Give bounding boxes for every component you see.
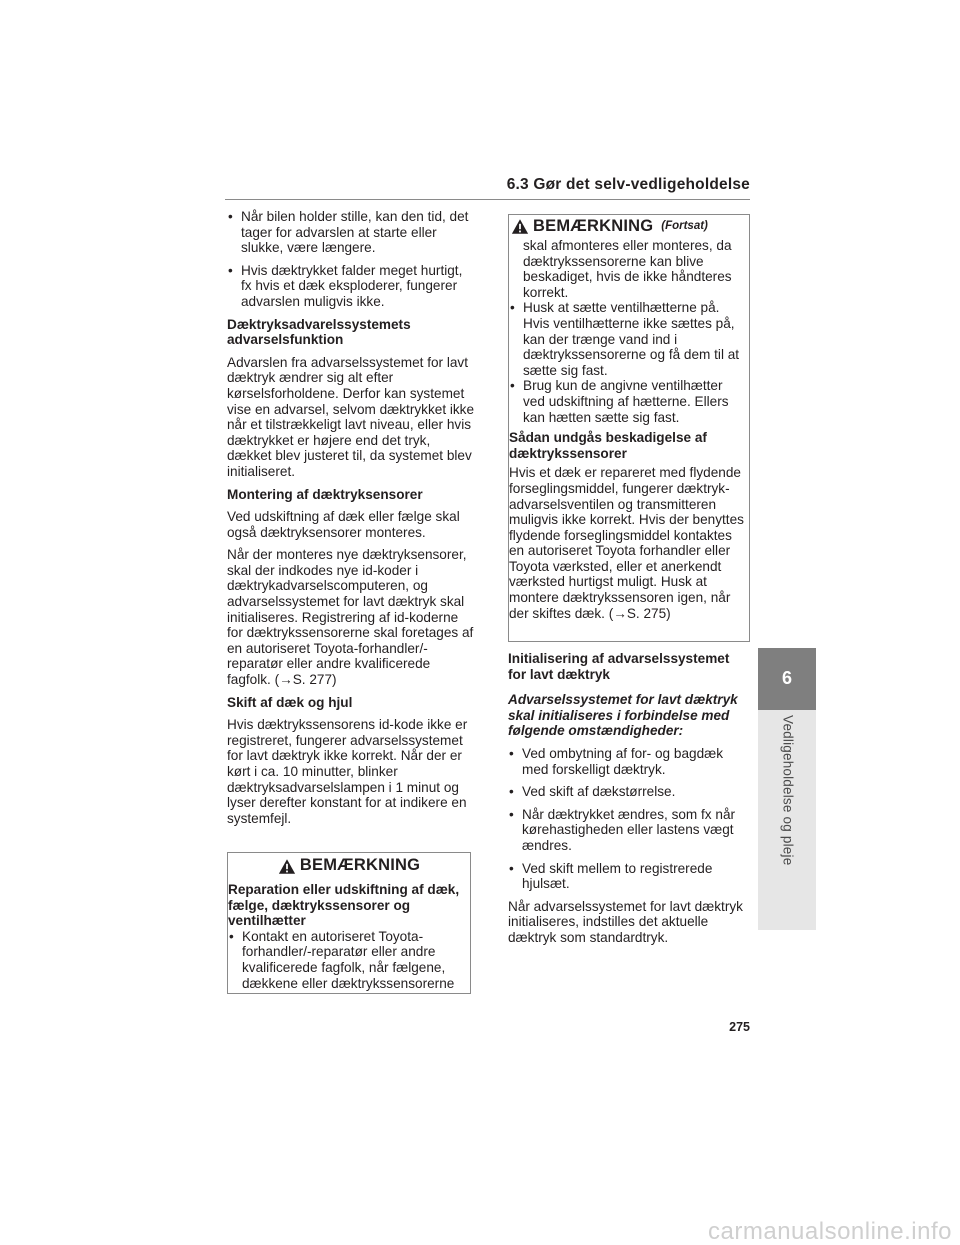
notice-title: BEMÆRKNING: [299, 856, 421, 875]
notice-box: [227, 852, 471, 994]
paragraph: Ved udskiftning af dæk eller fælge skal også dæktryksensorer monteres.: [227, 509, 460, 540]
continued-label: (Fortsat): [661, 219, 708, 232]
notice-header: [509, 215, 749, 238]
notice-heading: Sådan undgås beskadigelse af dæktrykssensorer: [509, 430, 707, 461]
section-header: 6.3 Gør det selv-vedligeholdelse: [506, 176, 750, 193]
header-divider: [225, 199, 750, 200]
list-item: • Ved ombytning af for- og bagdæk med forskelligt dæktryk.: [508, 746, 750, 777]
continuation-text: skal afmonteres eller monteres, da dæktrykssensorerne kan blive beskadiget, hvis de ikke håndteres korrekt.: [523, 238, 732, 300]
notice-title: BEMÆRKNING: [533, 216, 654, 235]
notice-box-continued: [508, 214, 750, 642]
paragraph: Når der monteres nye dæktryksensorer, skal der indkodes nye id-koder i dæktrykadvarselscomputeren, og advarselssystemet for lavt dæktryk skal initialiseres. Registrering af id-koderne for dæktrykssensorerne skal foretages af en autoriseret Toyota-forhandler/-reparatør eller andre kvalificerede fagfolk. (→S. 277): [227, 547, 474, 688]
list-item: • Hvis dæktrykket falder meget hurtigt, fx hvis et dæk eksploderer, fungerer advarslen muligvis ikke.: [227, 263, 475, 310]
paragraph: Når advarselssystemet for lavt dæktryk initialiseres, indstilles det aktuelle dæktryk som standardtryk.: [508, 898, 743, 945]
notice-body: [228, 879, 470, 991]
paragraph: Hvis dæktrykssensorens id-kode ikke er registreret, fungerer advarselssystemet for lavt dæktryk ikke korrekt. Når der er kørt i ca. 10 minutter, blinker dæktryksadvarselslampen i 1 minut og lyser derefter konstant for at indikere en systemfejl.: [227, 717, 468, 826]
section-heading: Skift af dæk og hjul: [227, 694, 353, 710]
list-item: • Når dæktrykket ændres, som fx når kørehastigheden eller lastens vægt ændres.: [508, 807, 750, 854]
watermark: carmanualsonline.info: [708, 1218, 952, 1245]
paragraph: Hvis et dæk er repareret med flydende forseglingsmiddel, fungerer dæktryk-advarselsventilen og transmitteren muligvis ikke korrekt. Hvis der benyttes flydende forseglingsmiddel kontaktes en autoriseret Toyota forhandler eller Toyota værksted, eller et anerkendt værksted hurtigst muligt. Husk at montere dæktrykssensoren igen, når der skiftes dæk. (→S. 275): [509, 465, 744, 621]
chapter-tab[interactable]: 6: [758, 648, 816, 710]
warning-triangle-icon: [278, 858, 296, 875]
chapter-label: Vedligeholdelse og pleje: [780, 715, 796, 866]
left-column: [227, 209, 475, 833]
section-heading: Initialisering af advarselssystemet for lavt dæktryk: [508, 651, 730, 682]
page-number: 275: [729, 1020, 750, 1034]
section-heading: Dæktryksadvarelssystemets advarselsfunktion: [227, 316, 411, 348]
list-item: • Husk at sætte ventilhætterne på. Hvis ventilhætterne ikke sættes på, kan der trænge vand ind i dæktrykssensorerne og få dem til at sætte sig fast.: [509, 300, 745, 378]
notice-heading: Reparation eller udskiftning af dæk, fælge, dæktrykssensorer og ventilhætter: [228, 882, 460, 929]
paragraph: Advarslen fra advarselssystemet for lavt dæktryk ændrer sig alt efter kørselsforholdene. Derfor kan systemet vise en advarsel, selvom dæktrykket ikke når et tilstrækkeligt lavt niveau, eller hvis dæktrykket er højere end det tryk, dækket blev justeret til, da systemet blev initialiseret.: [227, 354, 475, 479]
notice-header: [228, 853, 470, 879]
list-item: • Brug kun de angivne ventilhætter ved udskiftning af hætterne. Ellers kan hætten sætte sig fast.: [509, 378, 745, 425]
list-item: • Ved skift af dækstørrelse.: [508, 784, 750, 800]
list-item: • Ved skift mellem to registrerede hjulsæt.: [508, 861, 750, 892]
list-item: • Kontakt en autoriseret Toyota-forhandler/-reparatør eller andre kvalificerede fagfolk, når fælgene, dækkene eller dæktrykssensorerne: [228, 929, 468, 991]
section-heading: Montering af dæktryksensorer: [227, 486, 423, 502]
list-item: • Når bilen holder stille, kan den tid, det tager for advarslen at starte eller slukke, være længere.: [227, 209, 475, 256]
right-column: [508, 214, 750, 953]
subheading: Advarselssystemet for lavt dæktryk skal initialiseres i forbindelse med følgende omstændigheder:: [508, 692, 738, 739]
warning-triangle-icon: [511, 218, 529, 235]
notice-body: [509, 238, 749, 621]
